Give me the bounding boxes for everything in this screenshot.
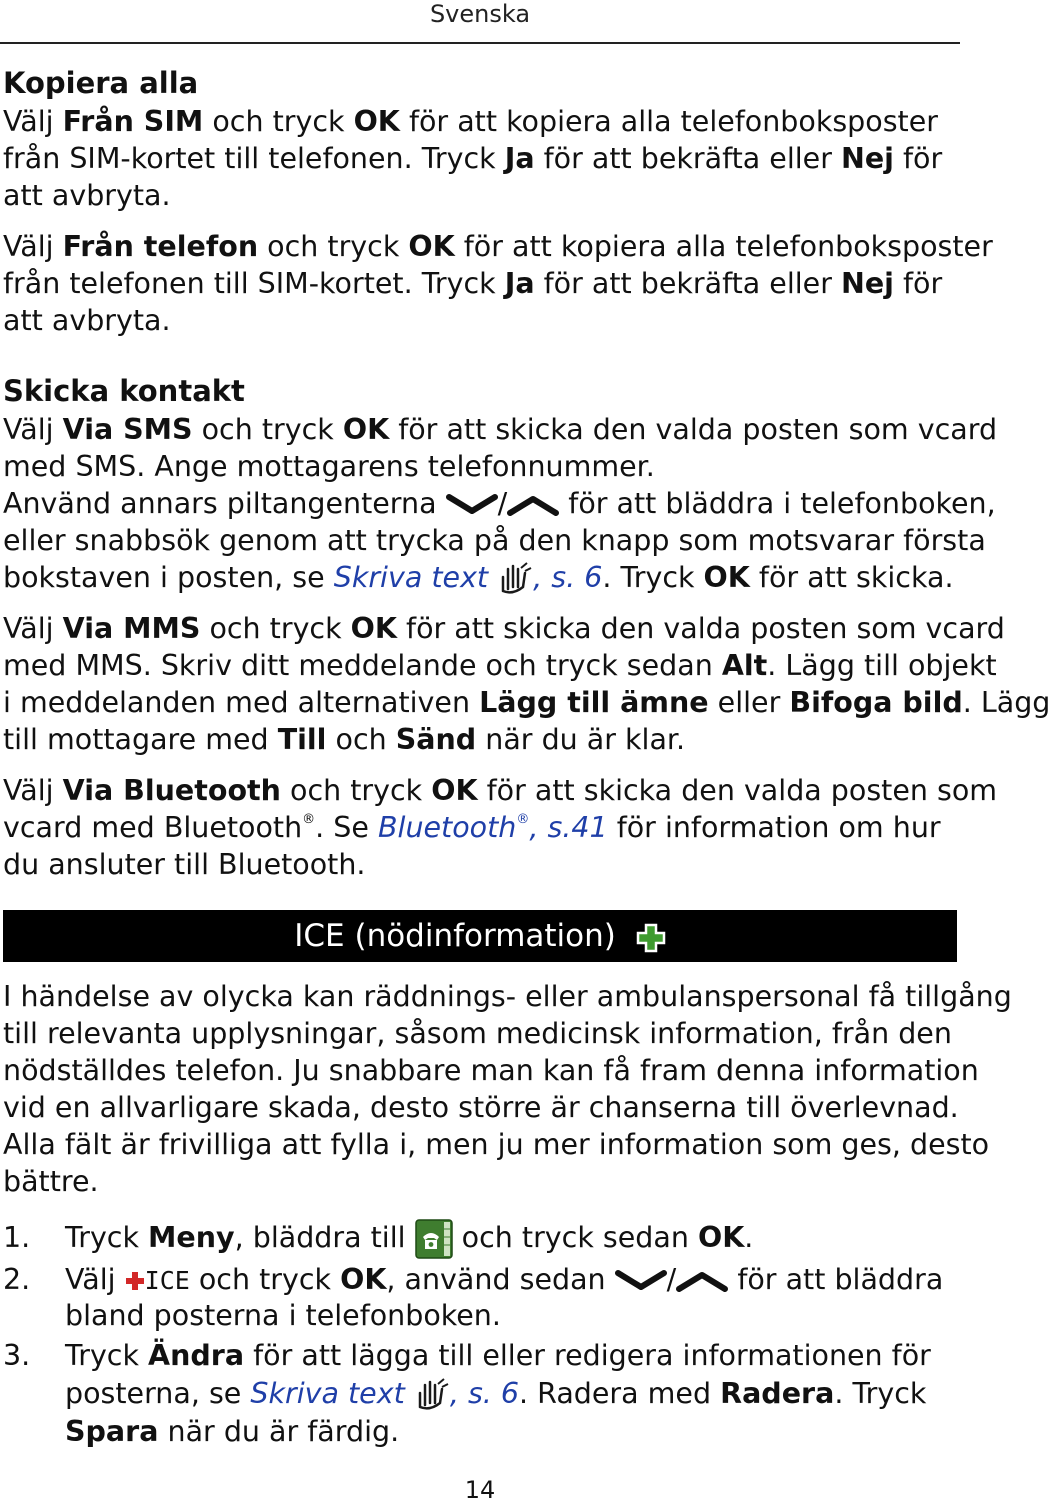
text-input-hand-icon bbox=[497, 563, 533, 595]
text: för att lägga till eller redigera informationen för bbox=[244, 1339, 931, 1372]
text: bokstaven i posten, se bbox=[3, 561, 334, 594]
copy-all-p2-line1 bbox=[3, 228, 993, 265]
text: posterna, se bbox=[65, 1377, 251, 1410]
ice-heading-bar bbox=[3, 910, 957, 962]
text: från telefonen till SIM-kortet. Tryck bbox=[3, 267, 505, 300]
text: till mottagare med bbox=[3, 723, 278, 756]
text: från SIM-kortet till telefonen. Tryck bbox=[3, 142, 505, 175]
text: och tryck bbox=[203, 105, 354, 138]
step-number: 1. bbox=[3, 1221, 31, 1254]
xref-page: , s. 6 bbox=[533, 561, 603, 594]
text: och tryck bbox=[280, 774, 432, 807]
text: och tryck bbox=[200, 612, 351, 645]
text: eller bbox=[708, 686, 790, 719]
text: för att skicka den valda posten som bbox=[477, 774, 998, 807]
arrow-down-icon bbox=[615, 1270, 667, 1292]
text: Välj bbox=[65, 1263, 125, 1296]
term-ok: OK bbox=[431, 774, 478, 807]
ice-intro-line: I händelse av olycka kan räddnings- eller ambulanspersonal få tillgång bbox=[3, 980, 1012, 1013]
text: och tryck bbox=[192, 413, 343, 446]
bt-line1 bbox=[3, 772, 998, 809]
ice-intro-line: till relevanta upplysningar, såsom medicinsk information, från den bbox=[3, 1017, 952, 1050]
text: . Se bbox=[315, 811, 378, 844]
text: för att bläddra bbox=[728, 1263, 944, 1296]
text: Välj bbox=[3, 230, 63, 263]
term-via-bluetooth: Via Bluetooth bbox=[62, 774, 281, 807]
text: för att kopiera alla telefonboksposter bbox=[399, 105, 938, 138]
step-3-line1 bbox=[65, 1338, 958, 1374]
step-3 bbox=[3, 1338, 958, 1450]
text: Välj bbox=[3, 612, 63, 645]
arrow-down-icon bbox=[446, 494, 498, 516]
step-2-line2: bland posterna i telefonboken. bbox=[65, 1299, 501, 1332]
text-input-hand-icon bbox=[414, 1379, 450, 1411]
bt-line2 bbox=[3, 809, 958, 846]
text: / bbox=[666, 1263, 677, 1296]
xref-write-text[interactable] bbox=[334, 561, 603, 594]
copy-all-p1-line2 bbox=[3, 140, 958, 177]
text: och tryck bbox=[258, 230, 409, 263]
term-add-subject: Lägg till ämne bbox=[479, 686, 709, 719]
text: för att bekräfta eller bbox=[534, 267, 841, 300]
mms-line3 bbox=[3, 684, 1050, 721]
step-3-line3 bbox=[65, 1414, 958, 1450]
term-ok: OK bbox=[350, 612, 397, 645]
text: Tryck bbox=[65, 1339, 149, 1372]
text: Tryck bbox=[65, 1221, 149, 1254]
term-attach-image: Bifoga bild bbox=[789, 686, 963, 719]
sms-line2: med SMS. Ange mottagarens telefonnummer. bbox=[3, 450, 655, 483]
ice-intro-line: bättre. bbox=[3, 1165, 99, 1198]
text: i meddelanden med alternativen bbox=[3, 686, 480, 719]
xref-label: Skriva text bbox=[333, 561, 489, 594]
ice-steps bbox=[3, 1216, 958, 1450]
registered-mark: ® bbox=[516, 812, 530, 827]
term-from-sim: Från SIM bbox=[62, 105, 204, 138]
text: Välj bbox=[3, 413, 63, 446]
xref-write-text[interactable] bbox=[250, 1377, 519, 1410]
term-ok: OK bbox=[697, 1221, 745, 1254]
step-2 bbox=[3, 1262, 958, 1334]
term-via-mms: Via MMS bbox=[62, 612, 201, 645]
heading-copy-all: Kopiera alla bbox=[3, 66, 199, 100]
text: och tryck sedan bbox=[452, 1221, 698, 1254]
term-ja: Ja bbox=[504, 267, 535, 300]
text: när du är färdig. bbox=[158, 1415, 400, 1448]
registered-mark: ® bbox=[302, 812, 316, 827]
term-nej: Nej bbox=[840, 267, 894, 300]
heading-send-contact: Skicka kontakt bbox=[3, 374, 245, 408]
text: . Tryck bbox=[602, 561, 704, 594]
term-ok: OK bbox=[703, 561, 750, 594]
arrow-up-icon bbox=[507, 494, 559, 516]
section-copy-all bbox=[3, 64, 993, 339]
term-ok: OK bbox=[408, 230, 455, 263]
step-2-line1 bbox=[65, 1262, 958, 1298]
term-edit: Ändra bbox=[148, 1339, 245, 1372]
text: för att skicka den valda posten som vcard bbox=[396, 612, 1005, 645]
text: för att skicka. bbox=[749, 561, 954, 594]
text: för att bläddra i telefonboken, bbox=[559, 487, 996, 520]
step-1 bbox=[3, 1216, 958, 1260]
term-ok: OK bbox=[353, 105, 400, 138]
term-delete: Radera bbox=[720, 1377, 835, 1410]
header-language: Svenska bbox=[429, 0, 531, 28]
text: för information om hur bbox=[607, 811, 941, 844]
ice-cross-icon bbox=[636, 923, 666, 953]
step-number: 3. bbox=[3, 1339, 31, 1372]
term-send: Sänd bbox=[395, 723, 477, 756]
step-number: 2. bbox=[3, 1263, 31, 1296]
term-menu: Meny bbox=[148, 1221, 235, 1254]
copy-all-p1-line1 bbox=[3, 103, 958, 140]
ice-intro-line: nödställdes telefon. Ju snabbare man kan få fram denna information bbox=[3, 1054, 979, 1087]
xref-label: Skriva text bbox=[250, 1377, 405, 1410]
arrow-up-icon bbox=[676, 1270, 728, 1292]
text: . Lägg bbox=[962, 686, 1050, 719]
sms-line3 bbox=[3, 485, 996, 522]
text: för bbox=[893, 267, 943, 300]
ice-intro-line: vid en allvarligare skada, desto större är chanserna till överlevnad. bbox=[3, 1091, 959, 1124]
text: och bbox=[326, 723, 396, 756]
ice-red-cross-icon bbox=[125, 1271, 145, 1291]
text: . Tryck bbox=[834, 1377, 927, 1410]
text: . Radera med bbox=[519, 1377, 721, 1410]
term-nej: Nej bbox=[840, 142, 894, 175]
term-via-sms: Via SMS bbox=[62, 413, 193, 446]
text: och tryck bbox=[189, 1263, 341, 1296]
text: . bbox=[744, 1221, 754, 1254]
text: med MMS. Skriv ditt meddelande och tryck sedan bbox=[3, 649, 722, 682]
text: , använd sedan bbox=[386, 1263, 615, 1296]
text: för bbox=[893, 142, 943, 175]
ice-heading: ICE (nödinformation) bbox=[294, 918, 616, 954]
mms-line2 bbox=[3, 647, 997, 684]
xref-page: , s.41 bbox=[529, 811, 608, 844]
text: för att bekräfta eller bbox=[534, 142, 841, 175]
xref-bluetooth[interactable] bbox=[378, 811, 608, 844]
text: Välj bbox=[3, 774, 63, 807]
text: när du är klar. bbox=[476, 723, 686, 756]
copy-all-p2-line3: att avbryta. bbox=[3, 304, 171, 337]
copy-all-p1-line3: att avbryta. bbox=[3, 179, 171, 212]
term-from-phone: Från telefon bbox=[62, 230, 259, 263]
term-ok: OK bbox=[342, 413, 390, 446]
sms-line5 bbox=[3, 559, 958, 596]
ice-intro bbox=[3, 978, 1012, 1200]
text: för att skicka den valda posten som vcard bbox=[389, 413, 998, 446]
section-send-contact bbox=[3, 372, 1050, 883]
text: Välj bbox=[3, 105, 63, 138]
step-3-line2 bbox=[65, 1374, 958, 1414]
xref-label: Bluetooth bbox=[377, 811, 517, 844]
sms-line4: eller snabbsök genom att trycka på den knapp som motsvarar första bbox=[3, 524, 986, 557]
text: Använd annars piltangenterna bbox=[3, 487, 446, 520]
sms-line1 bbox=[3, 411, 998, 448]
ice-intro-line: Alla fält är frivilliga att fylla i, men ju mer information som ges, desto bbox=[3, 1128, 990, 1161]
term-save: Spara bbox=[65, 1415, 159, 1448]
page-number: 14 bbox=[464, 1476, 496, 1504]
text: . Lägg till objekt bbox=[767, 649, 997, 682]
copy-all-p2-line2 bbox=[3, 265, 958, 302]
text: vcard med Bluetooth bbox=[3, 811, 303, 844]
term-alt: Alt bbox=[721, 649, 768, 682]
ice-label: ICE bbox=[144, 1266, 190, 1295]
phone-book-icon bbox=[415, 1219, 453, 1259]
text: / bbox=[497, 487, 508, 520]
mms-line1 bbox=[3, 610, 1005, 647]
text: för att kopiera alla telefonboksposter bbox=[454, 230, 993, 263]
term-to: Till bbox=[277, 723, 327, 756]
header-rule bbox=[0, 42, 960, 44]
term-ja: Ja bbox=[504, 142, 535, 175]
term-ok: OK bbox=[340, 1263, 387, 1296]
xref-page: , s. 6 bbox=[449, 1377, 520, 1410]
mms-line4 bbox=[3, 721, 958, 758]
bt-line3: du ansluter till Bluetooth. bbox=[3, 848, 366, 881]
step-1-line1 bbox=[65, 1216, 958, 1260]
text: , bläddra till bbox=[234, 1221, 415, 1254]
